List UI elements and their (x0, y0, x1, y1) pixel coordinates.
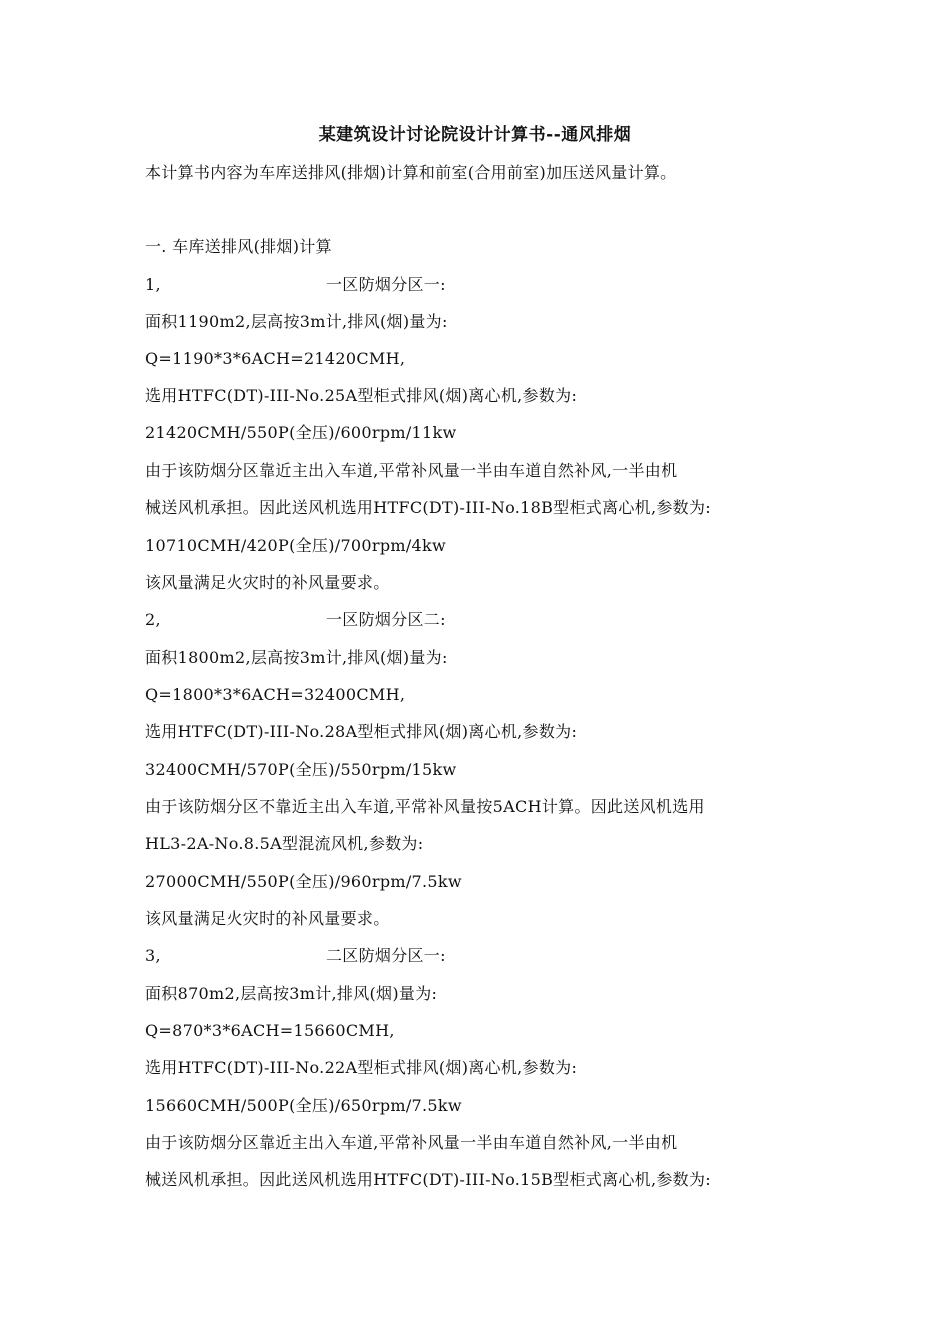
supply-note-line: HL3-2A-No.8.5A型混流风机,参数为: (145, 834, 424, 853)
section-heading: 一. 车库送排风(排烟)计算 (145, 237, 332, 256)
zone-name: 一区防烟分区一: (326, 275, 446, 294)
exhaust-fan-line: 选用HTFC(DT)-III-No.22A型柜式排风(烟)离心机,参数为: (145, 1058, 578, 1077)
area-line: 面积1800m2,层高按3m计,排风(烟)量为: (145, 648, 448, 667)
exhaust-params-line: 15660CMH/500P(全压)/650rpm/7.5kw (145, 1096, 462, 1115)
conclusion-line: 该风量满足火灾时的补风量要求。 (145, 573, 390, 592)
zone-number: 1, (145, 275, 161, 294)
exhaust-fan-line: 选用HTFC(DT)-III-No.25A型柜式排风(烟)离心机,参数为: (145, 386, 578, 405)
supply-params-line: 27000CMH/550P(全压)/960rpm/7.5kw (145, 872, 462, 891)
formula-line: Q=1800*3*6ACH=32400CMH, (145, 685, 406, 704)
formula-line: Q=1190*3*6ACH=21420CMH, (145, 349, 406, 368)
supply-note-line: 械送风机承担。因此送风机选用HTFC(DT)-III-No.18B型柜式离心机,参数为: (145, 498, 711, 517)
zone-heading (145, 609, 446, 631)
zone-name: 二区防烟分区一: (326, 946, 446, 965)
exhaust-params-line: 32400CMH/570P(全压)/550rpm/15kw (145, 760, 457, 779)
exhaust-params-line: 21420CMH/550P(全压)/600rpm/11kw (145, 423, 457, 442)
area-line: 面积870m2,层高按3m计,排风(烟)量为: (145, 984, 438, 1003)
exhaust-fan-line: 选用HTFC(DT)-III-No.28A型柜式排风(烟)离心机,参数为: (145, 722, 578, 741)
formula-line: Q=870*3*6ACH=15660CMH, (145, 1021, 395, 1040)
supply-note-line: 由于该防烟分区不靠近主出入车道,平常补风量按5ACH计算。因此送风机选用 (145, 797, 705, 816)
zone-name: 一区防烟分区二: (326, 610, 446, 629)
zone-heading (145, 274, 446, 296)
supply-note-line: 械送风机承担。因此送风机选用HTFC(DT)-III-No.15B型柜式离心机,参数为: (145, 1170, 711, 1189)
supply-params-line: 10710CMH/420P(全压)/700rpm/4kw (145, 536, 447, 555)
supply-note-line: 由于该防烟分区靠近主出入车道,平常补风量一半由车道自然补风,一半由机 (145, 1133, 678, 1152)
zone-number: 3, (145, 946, 161, 965)
zone-heading (145, 945, 446, 967)
conclusion-line: 该风量满足火灾时的补风量要求。 (145, 909, 390, 928)
zone-number: 2, (145, 610, 161, 629)
supply-note-line: 由于该防烟分区靠近主出入车道,平常补风量一半由车道自然补风,一半由机 (145, 461, 678, 480)
document-title: 某建筑设计讨论院设计计算书--通风排烟 (318, 125, 632, 145)
area-line: 面积1190m2,层高按3m计,排风(烟)量为: (145, 312, 448, 331)
intro-paragraph: 本计算书内容为车库送排风(排烟)计算和前室(合用前室)加压送风量计算。 (145, 163, 677, 182)
